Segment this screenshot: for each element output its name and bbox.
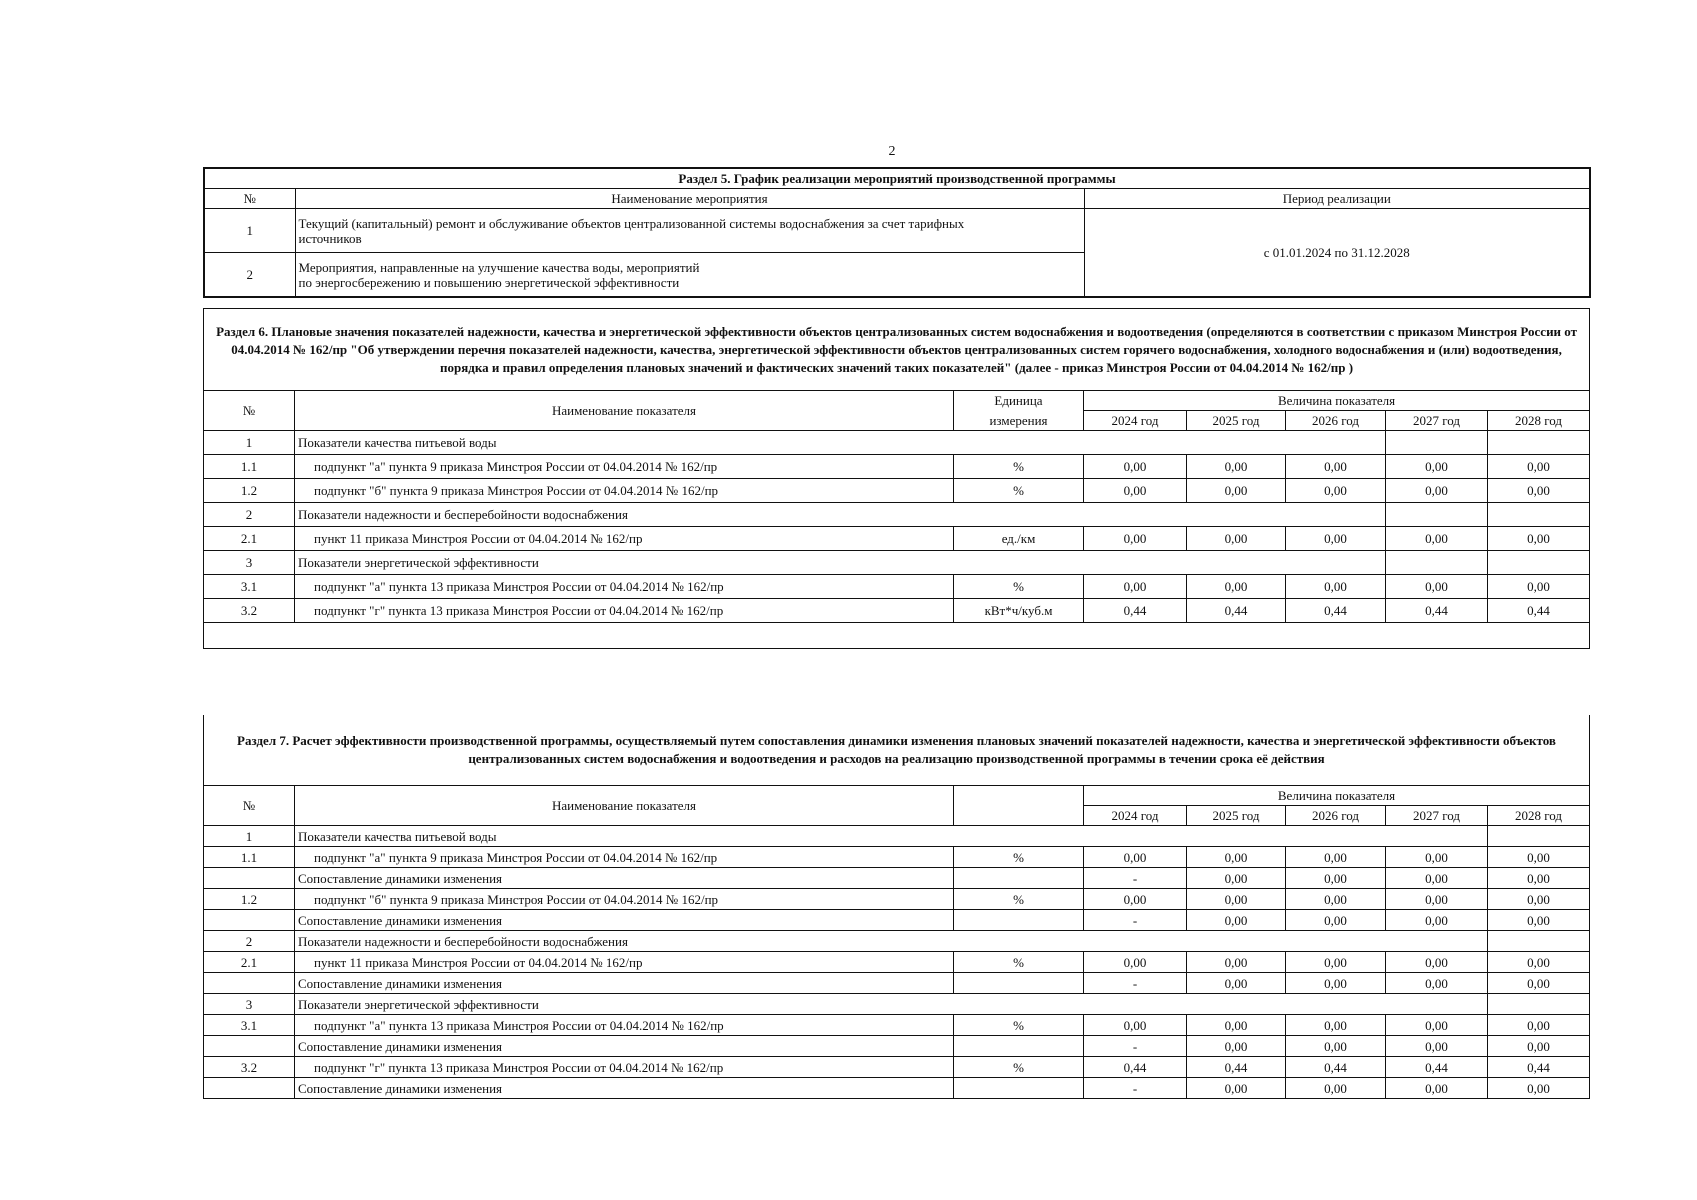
section5-row-name-line: Текущий (капитальный) ремонт и обслуживание объектов централизованной системы водоснабжения за счет тарифных [298, 215, 965, 231]
table-row [204, 599, 1590, 623]
section5-col-period: Период реализации [1084, 189, 1590, 209]
row-value: 0,00 [1286, 868, 1386, 889]
row-name: подпункт "б" пункта 9 приказа Минстроя России от 04.04.2014 № 162/пр [295, 889, 954, 910]
section6-title: Раздел 6. Плановые значения показателей надежности, качества и энергетической эффективности объектов централизованных систем водоснабжения и водоотведения (определяются в соответствии с приказом Минстроя России от 04.04.2014 № 162/пр "Об утверждении перечня показателей надежности, качества, энергетической эффективности объектов централизованных систем горячего водоснабжения, холодного водоснабжения и (или) водоотведения, порядка и правил определения плановых значений и фактических значений таких показателей" (далее - приказ Минстроя России от 04.04.2014 № 162/пр ) [204, 309, 1590, 391]
row-value: 0,00 [1386, 847, 1488, 868]
row-value: 0,00 [1286, 527, 1386, 551]
section5-table [203, 167, 1591, 298]
section6-col-unit: Единица [954, 391, 1084, 411]
row-value: 0,00 [1084, 527, 1187, 551]
row-value: 0,00 [1187, 1078, 1286, 1099]
row-value: 0,00 [1286, 1015, 1386, 1036]
row-value: 0,00 [1187, 575, 1286, 599]
table-row [204, 455, 1590, 479]
row-name: пункт 11 приказа Минстроя России от 04.04.2014 № 162/пр [295, 527, 954, 551]
section-gap [204, 623, 1590, 649]
table-row [204, 889, 1590, 910]
row-empty [1488, 551, 1590, 575]
row-value: 0,44 [1286, 599, 1386, 623]
table-row [204, 1036, 1590, 1057]
row-value: 0,00 [1286, 973, 1386, 994]
row-empty [1488, 503, 1590, 527]
table-row [204, 1057, 1590, 1078]
row-value: 0,00 [1488, 868, 1590, 889]
table-row [204, 575, 1590, 599]
row-value: - [1084, 1036, 1187, 1057]
row-num [204, 868, 295, 889]
section5-title: Раздел 5. График реализации мероприятий производственной программы [204, 168, 1590, 189]
row-compare-name: Сопоставление динамики изменения [295, 973, 954, 994]
row-value: 0,44 [1488, 599, 1590, 623]
row-empty [1386, 431, 1488, 455]
section7-col-value: Величина показателя [1084, 786, 1590, 806]
section7-body [204, 826, 1590, 1099]
row-value: 0,00 [1488, 910, 1590, 931]
row-value: 0,00 [1187, 455, 1286, 479]
row-value: - [1084, 910, 1187, 931]
row-num [204, 910, 295, 931]
section5-col-num: № [204, 189, 295, 209]
section7-title: Раздел 7. Расчет эффективности производственной программы, осуществляемый путем сопоставления динамики изменения плановых значений показателей надежности, качества и энергетической эффективности объектов централизованных систем водоснабжения и водоотведения и расходов на реализацию производственной программы в течении срока её действия [204, 715, 1590, 786]
row-num: 1.1 [204, 455, 295, 479]
page-number: 2 [888, 144, 896, 159]
row-value: 0,00 [1488, 889, 1590, 910]
row-value: 0,00 [1386, 1036, 1488, 1057]
row-empty [1488, 431, 1590, 455]
row-value: 0,00 [1386, 910, 1488, 931]
row-value: 0,00 [1084, 575, 1187, 599]
row-value: 0,44 [1084, 599, 1187, 623]
row-value: 0,00 [1187, 868, 1286, 889]
row-value: 0,00 [1084, 479, 1187, 503]
row-value: - [1084, 868, 1187, 889]
table-row [204, 1078, 1590, 1099]
row-value: 0,00 [1286, 1078, 1386, 1099]
row-value: 0,00 [1286, 455, 1386, 479]
row-num: 1.1 [204, 847, 295, 868]
row-unit [954, 1036, 1084, 1057]
section7-year: 2028 год [1488, 806, 1590, 826]
row-name: подпункт "а" пункта 13 приказа Минстроя России от 04.04.2014 № 162/пр [295, 1015, 954, 1036]
row-group-name: Показатели качества питьевой воды [295, 431, 1386, 455]
row-num: 2.1 [204, 952, 295, 973]
row-unit: кВт*ч/куб.м [954, 599, 1084, 623]
row-value: 0,00 [1286, 889, 1386, 910]
row-unit: % [954, 847, 1084, 868]
row-group-name: Показатели надежности и бесперебойности водоснабжения [295, 503, 1386, 527]
row-compare-name: Сопоставление динамики изменения [295, 868, 954, 889]
row-group-name: Показатели энергетической эффективности [295, 994, 1488, 1015]
row-value: 0,00 [1488, 527, 1590, 551]
table-row [204, 994, 1590, 1015]
row-num: 3 [204, 551, 295, 575]
row-value: 0,00 [1187, 973, 1286, 994]
table-row [204, 527, 1590, 551]
row-value: 0,44 [1386, 1057, 1488, 1078]
row-value: 0,00 [1286, 847, 1386, 868]
section5-row-name-line: по энергосбережению и повышению энергетической эффективности [298, 274, 680, 290]
row-unit: % [954, 479, 1084, 503]
row-value: 0,44 [1488, 1057, 1590, 1078]
section7-col-unit [954, 786, 1084, 826]
row-value: 0,00 [1386, 1078, 1488, 1099]
section7-col-num: № [204, 786, 295, 826]
row-value: 0,44 [1084, 1057, 1187, 1078]
row-value: 0,00 [1084, 455, 1187, 479]
row-value: 0,00 [1488, 847, 1590, 868]
section7-year: 2027 год [1386, 806, 1488, 826]
table-row [204, 1015, 1590, 1036]
section7-year: 2025 год [1187, 806, 1286, 826]
row-value: 0,00 [1084, 889, 1187, 910]
section6-col-unit: измерения [954, 411, 1084, 431]
row-empty [1488, 931, 1590, 952]
row-num: 2.1 [204, 527, 295, 551]
row-empty [1386, 503, 1488, 527]
row-num: 3.1 [204, 1015, 295, 1036]
section5-row-num: 2 [204, 253, 295, 298]
section6-col-value: Величина показателя [1084, 391, 1590, 411]
row-unit [954, 910, 1084, 931]
row-num: 1.2 [204, 889, 295, 910]
row-value: 0,44 [1187, 599, 1286, 623]
row-value: 0,00 [1187, 889, 1286, 910]
table-row [204, 931, 1590, 952]
row-value: 0,00 [1286, 479, 1386, 503]
section7-col-name: Наименование показателя [295, 786, 954, 826]
row-value: 0,00 [1488, 1036, 1590, 1057]
row-unit: % [954, 1015, 1084, 1036]
row-value: 0,00 [1386, 455, 1488, 479]
row-compare-name: Сопоставление динамики изменения [295, 1078, 954, 1099]
row-value: 0,00 [1187, 847, 1286, 868]
section7-year: 2024 год [1084, 806, 1187, 826]
row-value: 0,00 [1386, 973, 1488, 994]
row-group-name: Показатели надежности и бесперебойности водоснабжения [295, 931, 1488, 952]
row-unit: % [954, 1057, 1084, 1078]
row-name: подпункт "г" пункта 13 приказа Минстроя России от 04.04.2014 № 162/пр [295, 1057, 954, 1078]
table-row [204, 826, 1590, 847]
row-value: 0,00 [1187, 910, 1286, 931]
row-value: 0,00 [1187, 952, 1286, 973]
section7-table [203, 715, 1590, 1099]
row-value: 0,00 [1386, 479, 1488, 503]
row-num: 2 [204, 503, 295, 527]
row-unit: % [954, 952, 1084, 973]
row-num: 3.2 [204, 1057, 295, 1078]
table-row [204, 479, 1590, 503]
row-value: 0,00 [1488, 575, 1590, 599]
row-value: 0,00 [1187, 1015, 1286, 1036]
row-empty [1488, 994, 1590, 1015]
row-num: 1 [204, 431, 295, 455]
table-row [204, 551, 1590, 575]
section6-body [204, 431, 1590, 623]
table-row [204, 847, 1590, 868]
section5-period: с 01.01.2024 по 31.12.2028 [1084, 209, 1590, 298]
row-unit [954, 868, 1084, 889]
row-compare-name: Сопоставление динамики изменения [295, 910, 954, 931]
row-num [204, 1078, 295, 1099]
row-value: 0,00 [1386, 868, 1488, 889]
row-compare-name: Сопоставление динамики изменения [295, 1036, 954, 1057]
row-value: 0,00 [1488, 479, 1590, 503]
row-value: 0,00 [1187, 527, 1286, 551]
table-row [204, 952, 1590, 973]
table-row [204, 868, 1590, 889]
row-empty [1386, 551, 1488, 575]
section6-col-name: Наименование показателя [295, 391, 954, 431]
row-unit: % [954, 455, 1084, 479]
row-value: 0,00 [1286, 910, 1386, 931]
row-value: - [1084, 973, 1187, 994]
row-group-name: Показатели энергетической эффективности [295, 551, 1386, 575]
row-value: 0,00 [1386, 1015, 1488, 1036]
row-value: 0,00 [1386, 575, 1488, 599]
section6-year: 2024 год [1084, 411, 1187, 431]
row-value: 0,00 [1286, 575, 1386, 599]
section5-col-name: Наименование мероприятия [295, 189, 1084, 209]
table-row [204, 910, 1590, 931]
row-value: 0,00 [1286, 952, 1386, 973]
row-num: 1 [204, 826, 295, 847]
row-name: подпункт "б" пункта 9 приказа Минстроя России от 04.04.2014 № 162/пр [295, 479, 954, 503]
row-value: 0,00 [1488, 1078, 1590, 1099]
row-value: - [1084, 1078, 1187, 1099]
row-num [204, 1036, 295, 1057]
row-group-name: Показатели качества питьевой воды [295, 826, 1488, 847]
row-unit: % [954, 889, 1084, 910]
row-value: 0,44 [1386, 599, 1488, 623]
row-name: подпункт "а" пункта 9 приказа Минстроя России от 04.04.2014 № 162/пр [295, 847, 954, 868]
row-value: 0,00 [1386, 952, 1488, 973]
row-unit: ед./км [954, 527, 1084, 551]
row-num [204, 973, 295, 994]
row-value: 0,00 [1488, 455, 1590, 479]
row-num: 3.1 [204, 575, 295, 599]
section6-year: 2025 год [1187, 411, 1286, 431]
table-row [204, 973, 1590, 994]
section6-year: 2026 год [1286, 411, 1386, 431]
row-num: 1.2 [204, 479, 295, 503]
row-name: подпункт "г" пункта 13 приказа Минстроя России от 04.04.2014 № 162/пр [295, 599, 954, 623]
row-value: 0,00 [1187, 1036, 1286, 1057]
table-row [204, 503, 1590, 527]
section5-row-name-line: Мероприятия, направленные на улучшение качества воды, мероприятий [298, 259, 700, 275]
row-value: 0,00 [1187, 479, 1286, 503]
row-value: 0,44 [1286, 1057, 1386, 1078]
row-value: 0,00 [1084, 847, 1187, 868]
row-num: 3.2 [204, 599, 295, 623]
row-value: 0,00 [1488, 1015, 1590, 1036]
row-unit [954, 973, 1084, 994]
row-name: подпункт "а" пункта 9 приказа Минстроя России от 04.04.2014 № 162/пр [295, 455, 954, 479]
row-value: 0,00 [1084, 952, 1187, 973]
row-value: 0,00 [1488, 952, 1590, 973]
section7-year: 2026 год [1286, 806, 1386, 826]
section5-row-name [295, 209, 1084, 253]
row-empty [1488, 826, 1590, 847]
row-value: 0,00 [1386, 527, 1488, 551]
section6-year: 2028 год [1488, 411, 1590, 431]
section5-row-name-line: источников [298, 230, 362, 246]
row-name: подпункт "а" пункта 13 приказа Минстроя России от 04.04.2014 № 162/пр [295, 575, 954, 599]
section5-row-num: 1 [204, 209, 295, 253]
section6-table [203, 308, 1590, 649]
row-value: 0,00 [1084, 1015, 1187, 1036]
section6-year: 2027 год [1386, 411, 1488, 431]
row-value: 0,00 [1386, 889, 1488, 910]
section5-row-name [295, 253, 1084, 298]
row-unit [954, 1078, 1084, 1099]
row-value: 0,00 [1488, 973, 1590, 994]
row-num: 3 [204, 994, 295, 1015]
row-num: 2 [204, 931, 295, 952]
table-row [204, 431, 1590, 455]
section6-col-num: № [204, 391, 295, 431]
row-value: 0,44 [1187, 1057, 1286, 1078]
row-name: пункт 11 приказа Минстроя России от 04.04.2014 № 162/пр [295, 952, 954, 973]
row-unit: % [954, 575, 1084, 599]
row-value: 0,00 [1286, 1036, 1386, 1057]
